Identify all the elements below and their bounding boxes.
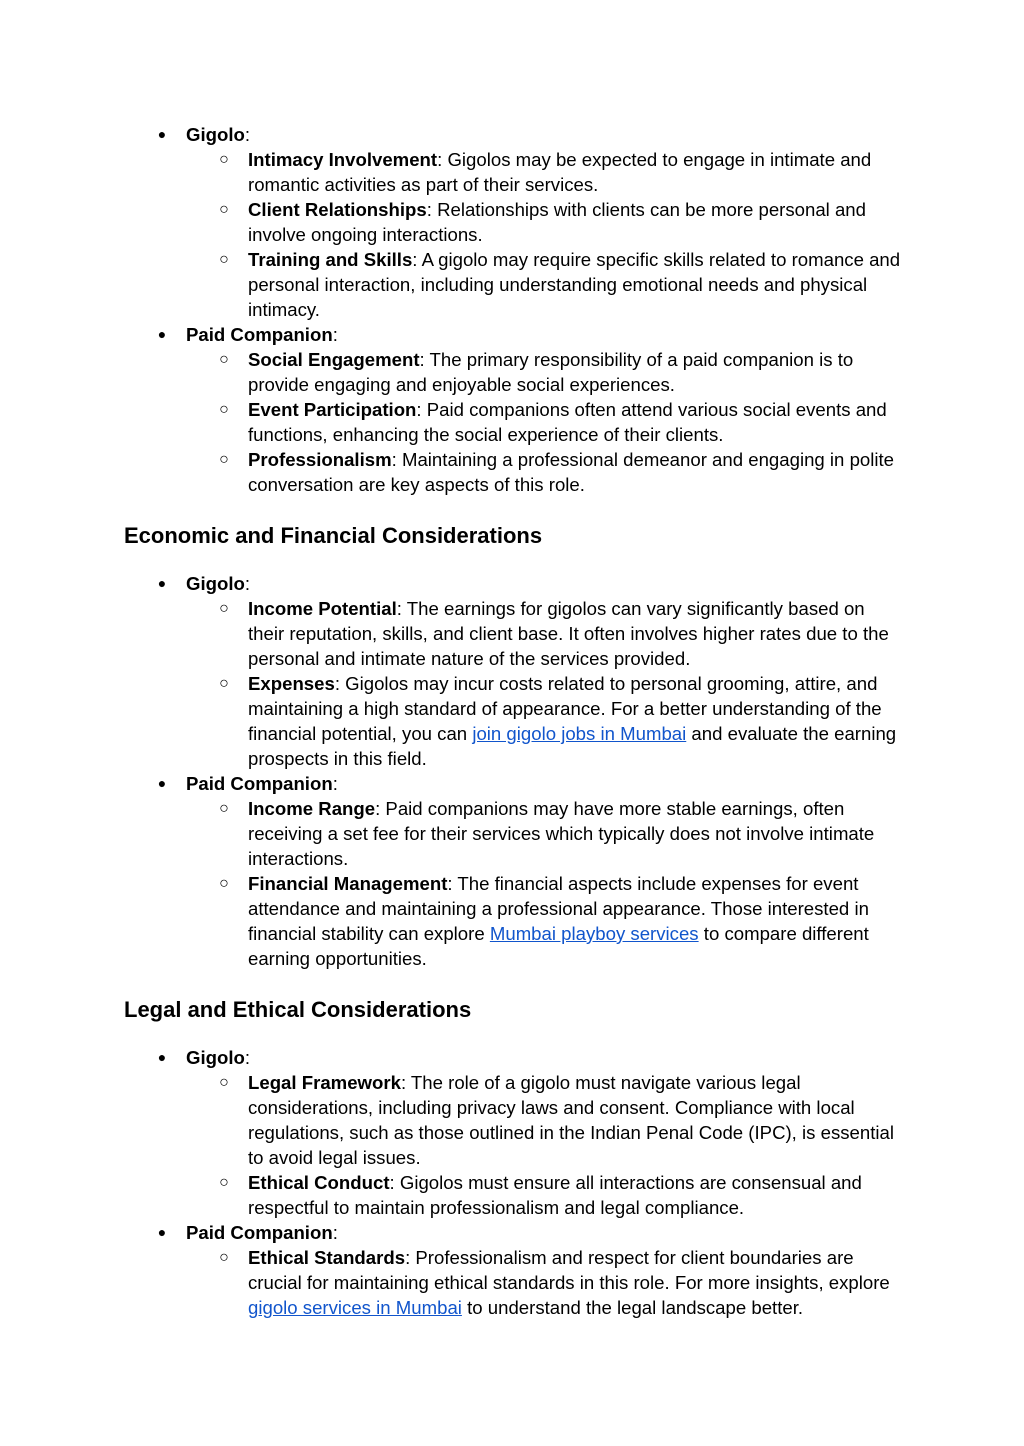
- item-term: Social Engagement: [248, 349, 420, 370]
- item-term: Expenses: [248, 673, 335, 694]
- hollow-bullet-icon: ○: [219, 800, 229, 817]
- item-text: : The earnings for gigolos can vary significantly based on their reputation, skills, and client base. It often involves higher rates due to the personal and intimate nature of the services provided.: [248, 598, 889, 669]
- group-title: Paid Companion: [186, 324, 333, 345]
- item-text: : Paid companions often attend various social events and functions, enhancing the social experience of their clients.: [248, 399, 887, 445]
- bullet-icon: ●: [157, 1049, 167, 1065]
- sublist: [186, 1245, 914, 1320]
- group-title: Gigolo: [186, 124, 245, 145]
- section-heading-legal: Legal and Ethical Considerations: [124, 997, 472, 1022]
- item-text: : Maintaining a professional demeanor and engaging in polite conversation are key aspects of this role.: [248, 449, 895, 495]
- list-item-paid-companion: ● Paid Companion: ○ Income Range: Paid companions may have more stable earnings, often receiving a set fee for their services which typically does not involve intimate interactions. ○ Financial Management: The financial aspects include expenses for event attendance and maintaining a professional appearance. Those interested in financial stability can explore Mumbai playboy services to compare different earning opportunities.: [124, 771, 914, 971]
- item-term: Income Range: [248, 798, 376, 819]
- bullet-icon: ●: [157, 575, 167, 591]
- item-text: : The role of a gigolo must navigate various legal considerations, including privacy laws and consent. Compliance with local regulations, such as those outlined in the Indian Penal Code (IPC), is essential to avoid legal issues.: [248, 1072, 894, 1168]
- hollow-bullet-icon: ○: [219, 1074, 229, 1091]
- item-term: Ethical Standards: [248, 1247, 406, 1268]
- list-item: [186, 871, 914, 971]
- list-item: [186, 447, 914, 497]
- item-text: to compare different earning opportunities.: [248, 923, 869, 969]
- hollow-bullet-icon: ○: [219, 1174, 229, 1191]
- responsibilities-list-block: [124, 122, 914, 497]
- item-term: Income Potential: [248, 598, 397, 619]
- list-item: [186, 197, 914, 247]
- item-term: Ethical Conduct: [248, 1172, 390, 1193]
- bullet-icon: ●: [157, 126, 167, 142]
- list-item: [186, 796, 914, 871]
- hollow-bullet-icon: ○: [219, 251, 229, 268]
- item-term: Financial Management: [248, 873, 448, 894]
- list-item: [186, 1070, 914, 1170]
- hollow-bullet-icon: ○: [219, 1249, 229, 1266]
- group-title: Gigolo: [186, 1047, 245, 1068]
- sublist: [186, 596, 914, 771]
- hollow-bullet-icon: ○: [219, 151, 229, 168]
- item-term: Client Relationships: [248, 199, 427, 220]
- item-text: : Gigolos may be expected to engage in intimate and romantic activities as part of their services.: [248, 149, 872, 195]
- sublist: [186, 347, 914, 497]
- bullet-icon: ●: [157, 326, 167, 342]
- item-term: Event Participation: [248, 399, 417, 420]
- link-mumbai-playboy-services[interactable]: Mumbai playboy services: [489, 923, 699, 944]
- legal-list-block: [124, 1045, 914, 1320]
- item-text: to understand the legal landscape better.: [461, 1297, 804, 1318]
- list-item: [186, 147, 914, 197]
- list-item-gigolo: ● Gigolo: ○ Income Potential: The earnings for gigolos can vary significantly based on their reputation, skills, and client base. It often involves higher rates due to the personal and intimate nature of the services provided. ○ Expenses: Gigolos may incur costs related to personal grooming, attire, and maintaining a high standard of appearance. For a better understanding of the financial potential, you can join gigolo jobs in Mumbai and evaluate the earning prospects in this field.: [124, 571, 914, 771]
- hollow-bullet-icon: ○: [219, 875, 229, 892]
- item-term: Professionalism: [248, 449, 392, 470]
- list-item: [186, 397, 914, 447]
- list-item: [186, 1245, 914, 1320]
- list-item-gigolo: ● Gigolo: ○ Intimacy Involvement: Gigolos may be expected to engage in intimate and romantic activities as part of their services. ○ Client Relationships: Relationships with clients can be more personal and involve ongoing interactions. ○ Training and Skills: A gigolo may require specific skills related to romance and personal interaction, including understanding emotional needs and physical intimacy.: [124, 122, 914, 322]
- group-title: Gigolo: [186, 573, 245, 594]
- sublist: [186, 796, 914, 971]
- item-term: Legal Framework: [248, 1072, 401, 1093]
- list-item-gigolo: ● Gigolo: ○ Legal Framework: The role of a gigolo must navigate various legal considerations, including privacy laws and consent. Compliance with local regulations, such as those outlined in the Indian Penal Code (IPC), is essential to avoid legal issues. ○ Ethical Conduct: Gigolos must ensure all interactions are consensual and respectful to maintain professionalism and legal compliance.: [124, 1045, 914, 1220]
- list-item-paid-companion: ● Paid Companion: ○ Social Engagement: The primary responsibility of a paid companion is to provide engaging and enjoyable social experiences. ○ Event Participation: Paid companions often attend various social events and functions, enhancing the social experience of their clients. ○ Professionalism: Maintaining a professional demeanor and engaging in polite conversation are key aspects of this role.: [124, 322, 914, 497]
- hollow-bullet-icon: ○: [219, 201, 229, 218]
- hollow-bullet-icon: ○: [219, 600, 229, 617]
- hollow-bullet-icon: ○: [219, 451, 229, 468]
- hollow-bullet-icon: ○: [219, 351, 229, 368]
- item-term: Training and Skills: [248, 249, 413, 270]
- list-item: [186, 1170, 914, 1220]
- list-item: [186, 671, 914, 771]
- bullet-icon: ●: [157, 775, 167, 791]
- link-join-gigolo-jobs[interactable]: join gigolo jobs in Mumbai: [472, 723, 687, 744]
- item-text: : The primary responsibility of a paid companion is to provide engaging and enjoyable social experiences.: [248, 349, 854, 395]
- legal-list: [124, 1045, 914, 1320]
- section-heading-economic: Economic and Financial Considerations: [124, 523, 543, 548]
- economic-list-block: [124, 571, 914, 971]
- sublist: [186, 1070, 914, 1220]
- item-text: and evaluate the earning prospects in this field.: [248, 723, 897, 769]
- list-item: [186, 347, 914, 397]
- item-text: : Relationships with clients can be more personal and involve ongoing interactions.: [248, 199, 866, 245]
- item-text: : A gigolo may require specific skills related to romance and personal interaction, including understanding emotional needs and physical intimacy.: [248, 249, 901, 320]
- list-item: [186, 247, 914, 322]
- item-text: : Gigolos may incur costs related to personal grooming, attire, and maintaining a high standard of appearance. For a better understanding of the financial potential, you can: [248, 673, 882, 744]
- item-text: : The financial aspects include expenses for event attendance and maintaining a professional appearance. Those interested in financial stability can explore: [248, 873, 869, 944]
- item-text: : Professionalism and respect for client boundaries are crucial for maintaining ethical standards in this role. For more insights, explore: [248, 1247, 890, 1293]
- hollow-bullet-icon: ○: [219, 675, 229, 692]
- item-text: : Paid companions may have more stable earnings, often receiving a set fee for their services which typically does not involve intimate interactions.: [248, 798, 875, 869]
- sublist: [186, 147, 914, 322]
- link-gigolo-services-mumbai[interactable]: gigolo services in Mumbai: [248, 1297, 462, 1318]
- list-item-paid-companion: ● Paid Companion: ○ Ethical Standards: Professionalism and respect for client boundaries are crucial for maintaining ethical standards in this role. For more insights, explore gigolo services in Mumbai to understand the legal landscape better.: [124, 1220, 914, 1320]
- group-title: Paid Companion: [186, 1222, 333, 1243]
- hollow-bullet-icon: ○: [219, 401, 229, 418]
- bullet-icon: ●: [157, 1224, 167, 1240]
- item-term: Intimacy Involvement: [248, 149, 438, 170]
- list-item: [186, 596, 914, 671]
- responsibilities-list: [124, 122, 914, 497]
- economic-list: [124, 571, 914, 971]
- group-title: Paid Companion: [186, 773, 333, 794]
- item-text: : Gigolos must ensure all interactions are consensual and respectful to maintain professionalism and legal compliance.: [248, 1172, 862, 1218]
